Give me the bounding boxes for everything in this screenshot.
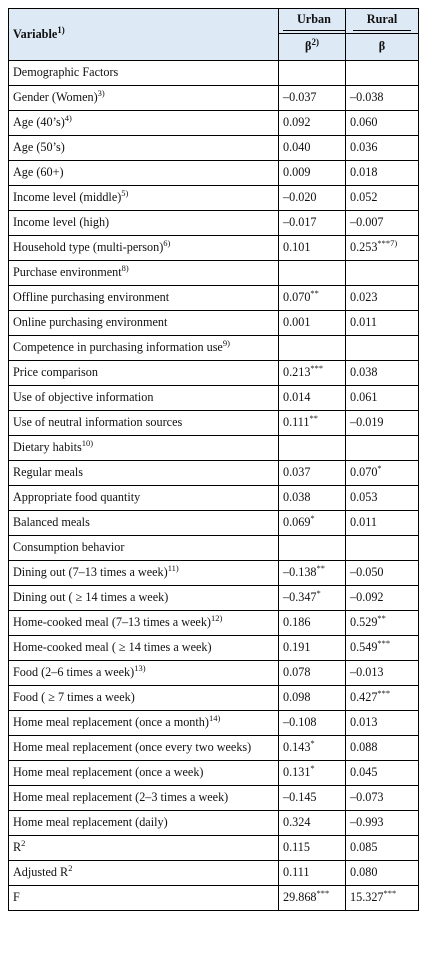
rural-value: –0.019: [350, 415, 384, 430]
variable-footnote: 13): [134, 663, 146, 674]
variable-cell: [9, 861, 279, 886]
urban-cell: [279, 886, 346, 911]
variable-footnote: 4): [64, 113, 72, 124]
urban-value: –0.108: [283, 715, 317, 730]
variable-value: Offline purchasing environment: [13, 290, 170, 305]
rural-value: –0.092: [350, 590, 384, 605]
table-row: [9, 436, 419, 461]
urban-cell: [279, 211, 346, 236]
rural-value: 0.080: [350, 865, 378, 880]
table-row: [9, 586, 419, 611]
urban-cell: [279, 761, 346, 786]
variable-value: Income level (middle): [13, 190, 122, 205]
table-row: [9, 861, 419, 886]
variable-cell: [9, 886, 279, 911]
variable-cell: [9, 661, 279, 686]
urban-footnote: **: [316, 563, 326, 574]
variable-cell: [9, 211, 279, 236]
urban-value: 0.038: [283, 490, 311, 505]
table-row: [9, 286, 419, 311]
variable-cell: [9, 236, 279, 261]
variable-cell: [9, 686, 279, 711]
rural-cell: [346, 336, 419, 361]
rural-cell: [346, 611, 419, 636]
urban-value: 0.186: [283, 615, 311, 630]
variable-cell: [9, 736, 279, 761]
rural-cell: [346, 886, 419, 911]
variable-value: Food ( ≥ 7 times a week): [13, 690, 135, 705]
table-row: [9, 386, 419, 411]
rural-value: 0.052: [350, 190, 378, 205]
variable-cell: [9, 511, 279, 536]
urban-cell: [279, 786, 346, 811]
urban-cell: [279, 336, 346, 361]
rural-cell: [346, 636, 419, 661]
variable-footnote: 2: [21, 838, 26, 849]
rural-cell: [346, 286, 419, 311]
rural-value: 0.011: [350, 315, 377, 330]
table-row: [9, 711, 419, 736]
table-row: [9, 411, 419, 436]
header-rural-cell: [346, 9, 419, 34]
variable-cell: [9, 286, 279, 311]
table-row: [9, 86, 419, 111]
rural-value: 0.038: [350, 365, 378, 380]
urban-cell: [279, 486, 346, 511]
variable-footnote: 12): [210, 613, 223, 624]
variable-footnote: 2: [68, 863, 73, 874]
urban-value: 0.069: [283, 515, 311, 530]
variable-footnote: 14): [208, 713, 221, 724]
urban-cell: [279, 236, 346, 261]
urban-cell: [279, 611, 346, 636]
table-row: [9, 161, 419, 186]
urban-cell: [279, 86, 346, 111]
rural-cell: [346, 511, 419, 536]
urban-cell: [279, 111, 346, 136]
variable-cell: [9, 411, 279, 436]
variable-footnote: 10): [81, 438, 94, 449]
variable-value: Use of objective information: [13, 390, 154, 405]
rural-value: 0.549: [350, 640, 378, 655]
urban-footnote: *: [310, 513, 315, 524]
variable-cell: [9, 486, 279, 511]
rural-value: 0.427: [350, 690, 378, 705]
urban-cell: [279, 861, 346, 886]
rural-cell: [346, 261, 419, 286]
rural-cell: [346, 861, 419, 886]
rural-value: 15.327: [350, 890, 384, 905]
header-variable-cell: [9, 9, 279, 61]
rural-cell: [346, 536, 419, 561]
urban-value: 0.191: [283, 640, 311, 655]
urban-value: –0.347: [283, 590, 317, 605]
rural-cell: [346, 386, 419, 411]
table-row: [9, 236, 419, 261]
table-row: [9, 786, 419, 811]
variable-value: Gender (Women): [13, 90, 98, 105]
rural-value: –0.050: [350, 565, 384, 580]
urban-cell: [279, 361, 346, 386]
variable-value: Home meal replacement (daily): [13, 815, 168, 830]
header-beta-urban: β: [305, 39, 312, 54]
variable-cell: [9, 786, 279, 811]
urban-value: 0.115: [283, 840, 310, 855]
regression-table-container: [8, 8, 418, 911]
variable-cell: [9, 811, 279, 836]
table-row: [9, 761, 419, 786]
variable-cell: [9, 461, 279, 486]
rural-cell: [346, 761, 419, 786]
table-body: [9, 61, 419, 911]
variable-footnote: 9): [222, 338, 230, 349]
header-rural-label: Rural: [353, 13, 411, 30]
rural-cell: [346, 136, 419, 161]
rural-value: 0.253: [350, 240, 378, 255]
urban-footnote: **: [310, 288, 319, 299]
rural-cell: [346, 211, 419, 236]
urban-value: –0.145: [283, 790, 317, 805]
rural-cell: [346, 161, 419, 186]
rural-value: 0.036: [350, 140, 378, 155]
table-row: [9, 211, 419, 236]
variable-cell: [9, 436, 279, 461]
urban-cell: [279, 461, 346, 486]
urban-cell: [279, 511, 346, 536]
variable-value: Price comparison: [13, 365, 98, 380]
variable-cell: [9, 611, 279, 636]
urban-value: 0.213: [283, 365, 311, 380]
variable-cell: [9, 836, 279, 861]
table-row: [9, 561, 419, 586]
urban-footnote: ***: [316, 888, 330, 899]
table-row: [9, 311, 419, 336]
rural-cell: [346, 436, 419, 461]
rural-cell: [346, 811, 419, 836]
urban-cell: [279, 836, 346, 861]
rural-cell: [346, 61, 419, 86]
urban-value: –0.138: [283, 565, 317, 580]
urban-cell: [279, 261, 346, 286]
table-row: [9, 886, 419, 911]
variable-cell: [9, 336, 279, 361]
variable-value: Home meal replacement (once a week): [13, 765, 204, 780]
variable-cell: [9, 386, 279, 411]
urban-cell: [279, 61, 346, 86]
rural-cell: [346, 686, 419, 711]
variable-value: Home meal replacement (once a month): [13, 715, 209, 730]
rural-cell: [346, 186, 419, 211]
rural-value: 0.011: [350, 515, 377, 530]
urban-value: 0.040: [283, 140, 311, 155]
variable-cell: [9, 361, 279, 386]
rural-cell: [346, 361, 419, 386]
urban-value: 0.098: [283, 690, 311, 705]
rural-value: –0.007: [350, 215, 384, 230]
variable-cell: [9, 136, 279, 161]
rural-footnote: **: [377, 613, 386, 624]
variable-value: Home meal replacement (2–3 times a week): [13, 790, 229, 805]
urban-value: 0.324: [283, 815, 311, 830]
table-row: [9, 61, 419, 86]
rural-value: –0.013: [350, 665, 384, 680]
urban-cell: [279, 386, 346, 411]
rural-cell: [346, 411, 419, 436]
rural-value: –0.073: [350, 790, 384, 805]
rural-value: 0.013: [350, 715, 378, 730]
urban-value: 0.101: [283, 240, 311, 255]
urban-cell: [279, 286, 346, 311]
variable-cell: [9, 261, 279, 286]
variable-value: Demographic Factors: [13, 65, 119, 80]
variable-value: Age (40’s): [13, 115, 65, 130]
rural-cell: [346, 661, 419, 686]
rural-value: 0.045: [350, 765, 378, 780]
table-row: [9, 611, 419, 636]
rural-cell: [346, 486, 419, 511]
variable-value: Consumption behavior: [13, 540, 125, 555]
urban-cell: [279, 811, 346, 836]
table-row: [9, 686, 419, 711]
rural-value: 0.061: [350, 390, 378, 405]
urban-footnote: **: [309, 413, 319, 424]
variable-value: R: [13, 840, 22, 855]
urban-value: 0.037: [283, 465, 311, 480]
rural-value: 0.053: [350, 490, 378, 505]
variable-value: Home-cooked meal (7–13 times a week): [13, 615, 211, 630]
urban-cell: [279, 536, 346, 561]
urban-cell: [279, 136, 346, 161]
variable-value: Appropriate food quantity: [13, 490, 141, 505]
rural-value: 0.023: [350, 290, 378, 305]
variable-cell: [9, 561, 279, 586]
rural-cell: [346, 711, 419, 736]
urban-cell: [279, 411, 346, 436]
variable-cell: [9, 161, 279, 186]
urban-footnote: *: [310, 738, 315, 749]
urban-cell: [279, 586, 346, 611]
urban-value: 0.111: [283, 415, 310, 430]
rural-cell: [346, 461, 419, 486]
table-row: [9, 261, 419, 286]
variable-footnote: 6): [163, 238, 171, 249]
urban-cell: [279, 736, 346, 761]
urban-value: 0.009: [283, 165, 311, 180]
urban-value: 0.111: [283, 865, 310, 880]
urban-cell: [279, 436, 346, 461]
variable-value: Regular meals: [13, 465, 84, 480]
variable-value: Home-cooked meal ( ≥ 14 times a week): [13, 640, 212, 655]
rural-footnote: ***: [377, 688, 391, 699]
table-row: [9, 136, 419, 161]
variable-cell: [9, 86, 279, 111]
rural-cell: [346, 836, 419, 861]
header-row-top: [9, 9, 419, 34]
urban-cell: [279, 711, 346, 736]
rural-cell: [346, 111, 419, 136]
variable-value: Balanced meals: [13, 515, 90, 530]
variable-value: Use of neutral information sources: [13, 415, 183, 430]
urban-value: 0.014: [283, 390, 311, 405]
table-row: [9, 186, 419, 211]
urban-footnote: ***: [310, 363, 324, 374]
rural-footnote: ***: [377, 638, 391, 649]
variable-cell: [9, 61, 279, 86]
table-row: [9, 536, 419, 561]
rural-value: 0.529: [350, 615, 378, 630]
urban-cell: [279, 561, 346, 586]
variable-footnote: 8): [121, 263, 129, 274]
rural-cell: [346, 311, 419, 336]
variable-cell: [9, 111, 279, 136]
urban-cell: [279, 661, 346, 686]
variable-value: Dietary habits: [13, 440, 82, 455]
header-beta-urban-cell: [279, 34, 346, 61]
table-row: [9, 111, 419, 136]
urban-cell: [279, 636, 346, 661]
variable-value: Age (50’s): [13, 140, 65, 155]
variable-cell: [9, 536, 279, 561]
variable-footnote: 5): [121, 188, 129, 199]
table-row: [9, 661, 419, 686]
header-variable-footnote: 1): [57, 24, 65, 35]
urban-value: –0.020: [283, 190, 317, 205]
variable-value: Dining out (7–13 times a week): [13, 565, 168, 580]
urban-value: 0.070: [283, 290, 311, 305]
rural-footnote: ***7): [377, 238, 398, 249]
rural-value: 0.018: [350, 165, 378, 180]
table-row: [9, 511, 419, 536]
header-urban-cell: [279, 9, 346, 34]
urban-cell: [279, 686, 346, 711]
variable-value: Household type (multi-person): [13, 240, 164, 255]
table-row: [9, 486, 419, 511]
urban-value: –0.017: [283, 215, 317, 230]
header-urban-label: Urban: [283, 13, 345, 30]
variable-value: F: [13, 890, 20, 905]
variable-value: Purchase environment: [13, 265, 122, 280]
regression-table: [8, 8, 419, 911]
urban-value: 29.868: [283, 890, 317, 905]
table-row: [9, 461, 419, 486]
rural-value: 0.060: [350, 115, 378, 130]
urban-cell: [279, 186, 346, 211]
rural-value: 0.088: [350, 740, 378, 755]
urban-value: 0.001: [283, 315, 311, 330]
header-beta-rural: β: [378, 39, 386, 54]
rural-value: 0.085: [350, 840, 378, 855]
variable-cell: [9, 761, 279, 786]
rural-footnote: *: [377, 463, 382, 474]
variable-value: Income level (high): [13, 215, 110, 230]
variable-value: Age (60+): [13, 165, 64, 180]
header-beta-rural-cell: [346, 34, 419, 61]
urban-footnote: *: [316, 588, 321, 599]
variable-cell: [9, 186, 279, 211]
urban-footnote: *: [310, 763, 315, 774]
variable-cell: [9, 711, 279, 736]
table-row: [9, 811, 419, 836]
urban-value: –0.037: [283, 90, 317, 105]
table-row: [9, 836, 419, 861]
urban-value: 0.078: [283, 665, 311, 680]
variable-value: Adjusted R: [13, 865, 69, 880]
urban-value: 0.092: [283, 115, 311, 130]
rural-cell: [346, 736, 419, 761]
urban-cell: [279, 311, 346, 336]
variable-value: Home meal replacement (once every two weeks): [13, 740, 252, 755]
rural-cell: [346, 586, 419, 611]
table-row: [9, 736, 419, 761]
variable-cell: [9, 586, 279, 611]
variable-footnote: 11): [167, 563, 179, 574]
rural-cell: [346, 561, 419, 586]
urban-value: 0.131: [283, 765, 311, 780]
variable-value: Food (2–6 times a week): [13, 665, 135, 680]
urban-cell: [279, 161, 346, 186]
header-beta-urban-footnote: 2): [311, 37, 319, 48]
rural-footnote: ***: [383, 888, 397, 899]
rural-value: –0.993: [350, 815, 384, 830]
table-row: [9, 361, 419, 386]
variable-cell: [9, 636, 279, 661]
urban-value: 0.143: [283, 740, 311, 755]
table-row: [9, 636, 419, 661]
table-row: [9, 336, 419, 361]
rural-value: 0.070: [350, 465, 378, 480]
variable-value: Competence in purchasing information use: [13, 340, 223, 355]
header-variable-label: Variable: [13, 26, 58, 41]
variable-value: Dining out ( ≥ 14 times a week): [13, 590, 169, 605]
variable-value: Online purchasing environment: [13, 315, 168, 330]
rural-cell: [346, 86, 419, 111]
rural-value: –0.038: [350, 90, 384, 105]
rural-cell: [346, 786, 419, 811]
variable-footnote: 3): [97, 88, 105, 99]
rural-cell: [346, 236, 419, 261]
variable-cell: [9, 311, 279, 336]
